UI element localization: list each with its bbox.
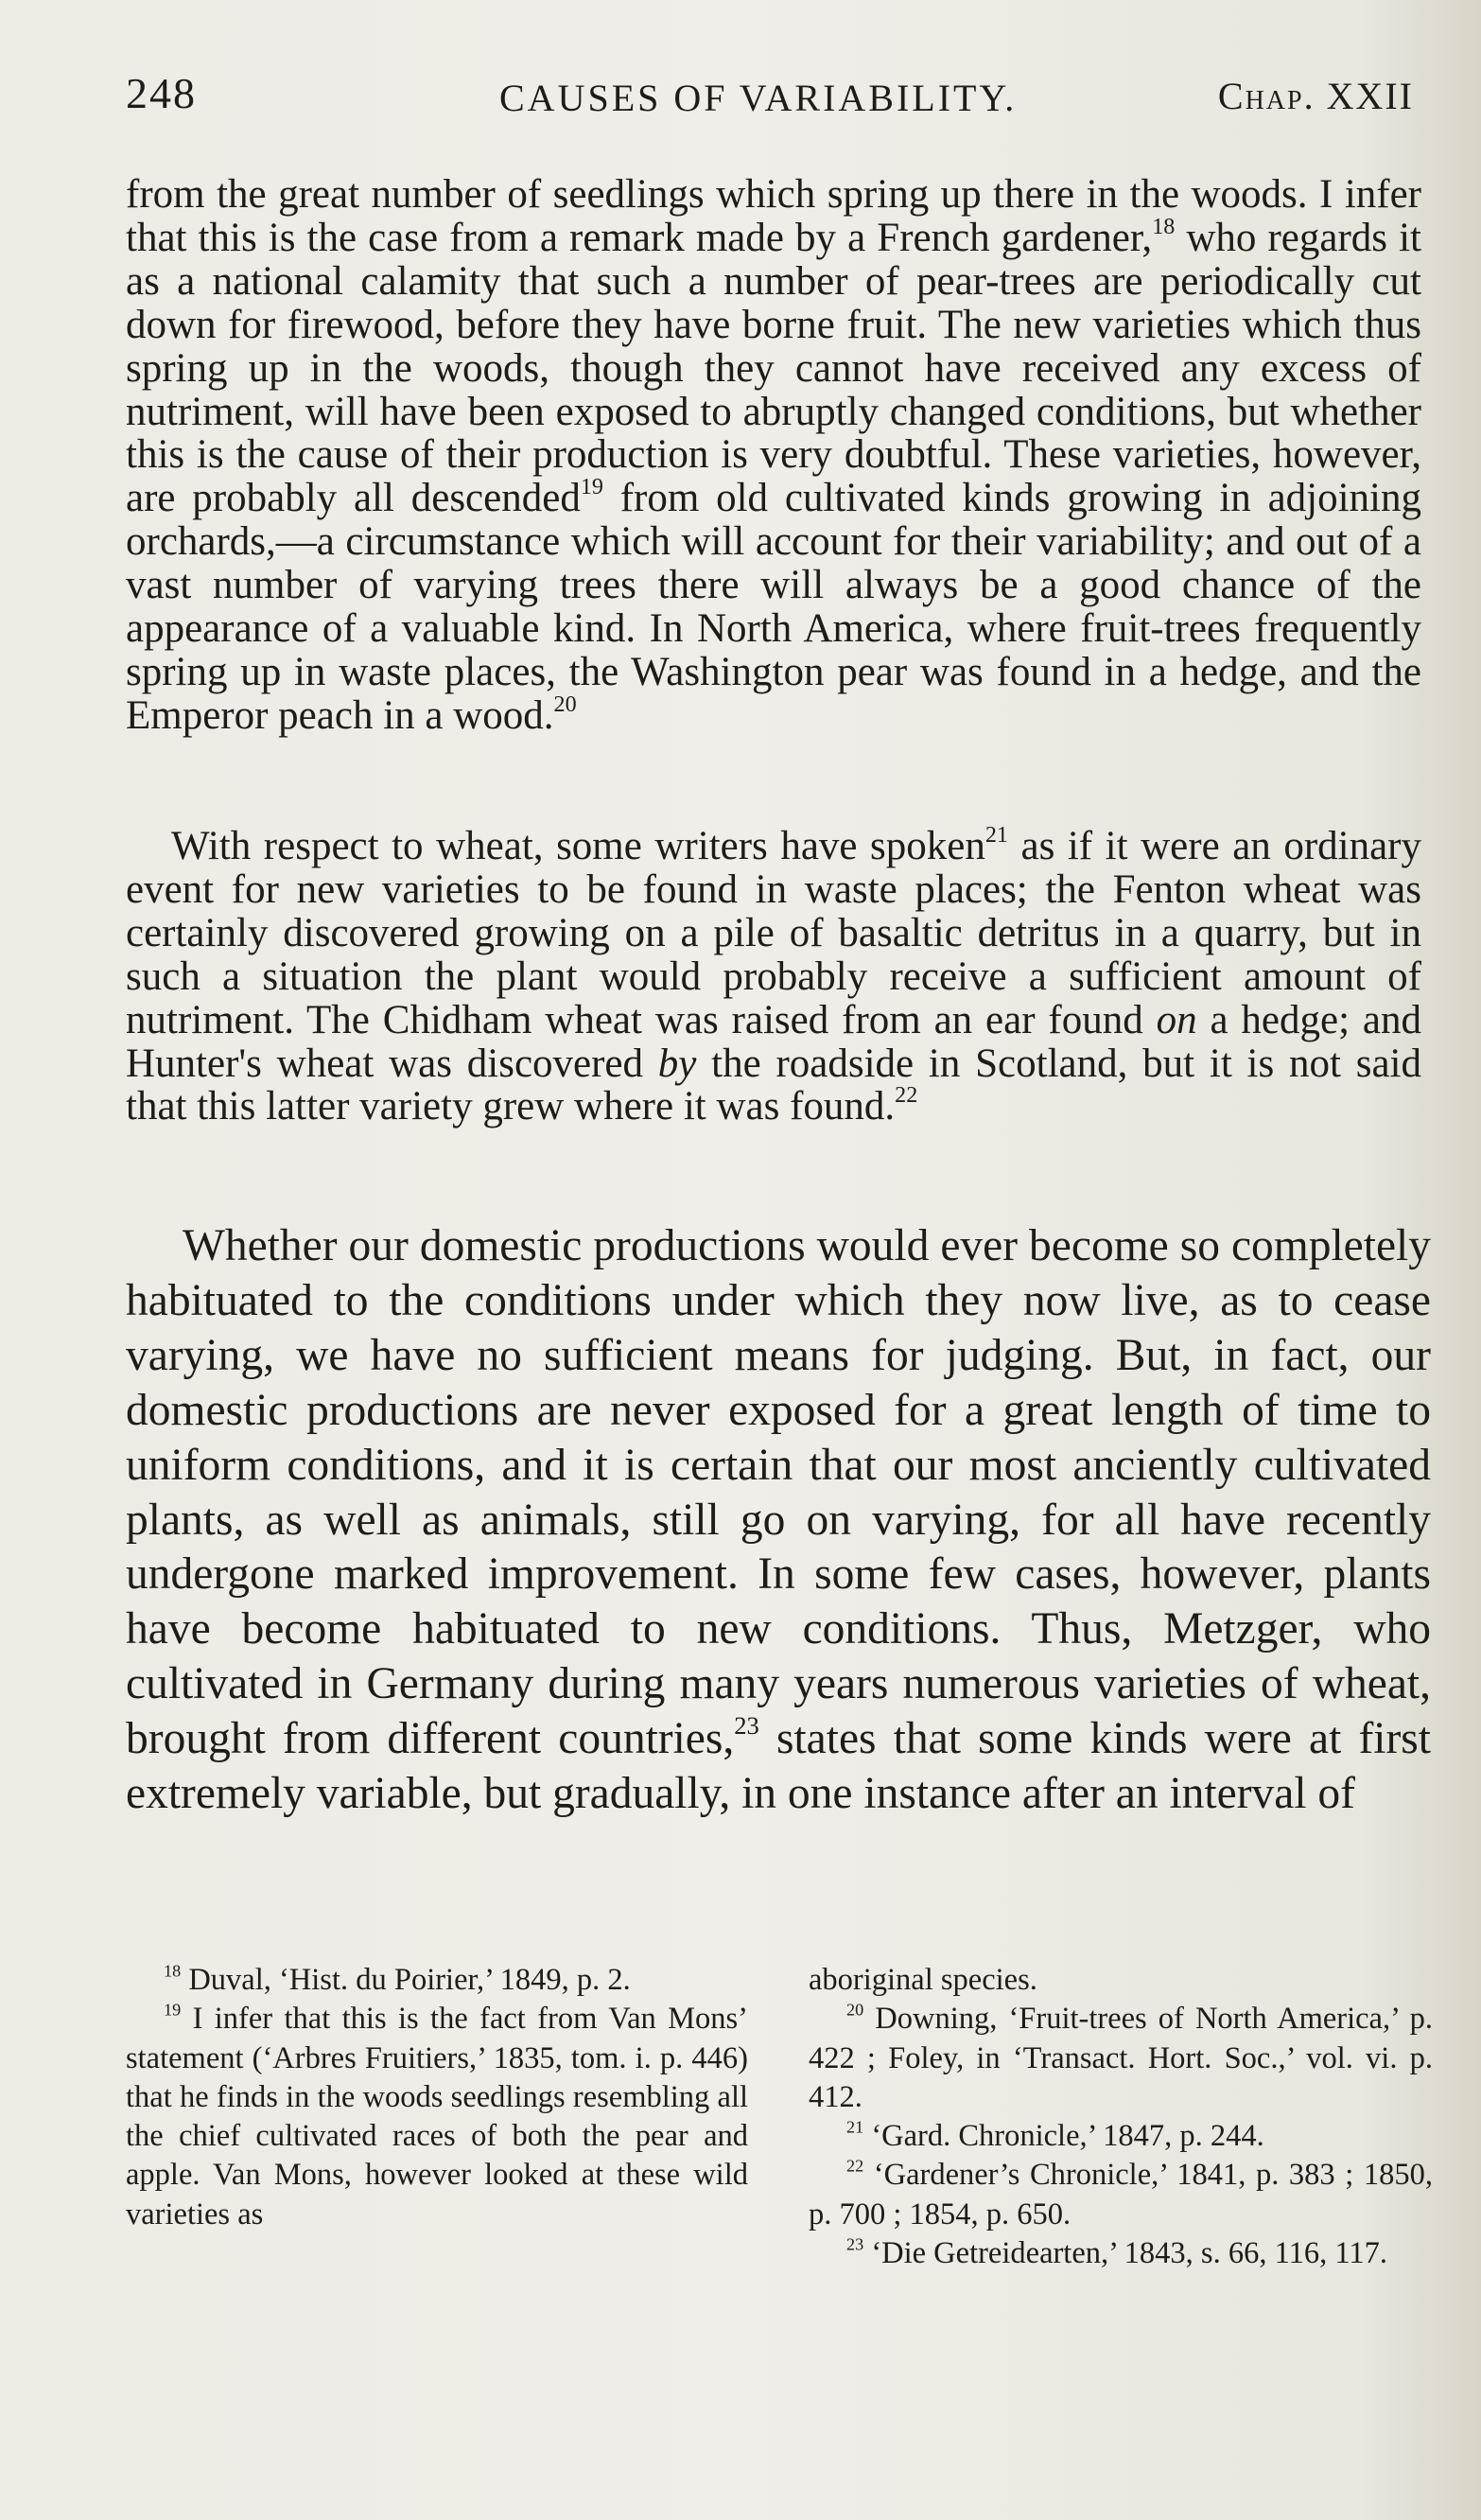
footnote-ref-20[interactable]: 20 [553, 691, 577, 717]
footnote-23 [809, 2234, 1433, 2273]
footnote-ref-22[interactable]: 22 [895, 1083, 918, 1109]
footnote-text: Duval, ‘Hist. du Poirier,’ 1849, p. 2. [181, 1963, 631, 1997]
running-title: CAUSES OF VARIABILITY. [499, 77, 1018, 119]
paragraph-2 [126, 822, 1422, 1129]
footnote-21 [809, 2117, 1433, 2156]
footnote-mark: 19 [164, 2000, 182, 2020]
footnote-text: I infer that this is the fact from Van Mons’ statement (‘Arbres Fruitiers,’ 1835, tom. i. p. 446) that he finds in the woods seedlings resembling all the chief cultivated races of both the pear and apple. Van Mons, however looked at these wild varieties as [126, 2002, 748, 2231]
footnote-18 [126, 1961, 748, 2000]
text-run: a hedge; and Hunter's wheat was discovered [126, 997, 1421, 1086]
footnote-20 [809, 2000, 1433, 2117]
paragraph-3 [126, 1219, 1431, 1822]
text-run: from the great number of seedlings which spring up there in the woods. I infer that this is the case from a remark made by a French gardener, [126, 172, 1421, 260]
footnote-mark: 21 [846, 2117, 864, 2137]
footnote-22 [809, 2156, 1433, 2234]
footnote-19 [126, 2000, 748, 2234]
footnote-text: Downing, ‘Fruit-trees of North America,’ p. 422 ; Foley, in ‘Transact. Hort. Soc.,’ vol. vi. p. 412. [809, 2002, 1433, 2114]
footnote-mark: 23 [846, 2234, 864, 2254]
footnotes-left-column [126, 1961, 748, 2234]
text-run: as if it were an ordinary event for new varieties to be found in waste places; the Fenton wheat was certainly discovered growing on a pile of basaltic detritus in a quarry, but in such a situation the plant would probably receive a sufficient amount of nutriment. The Chidham wheat was raised from an ear found [126, 824, 1422, 1042]
text-run: With respect to wheat, some writers have spoken [171, 824, 985, 868]
text-run: Whether our domestic productions would ever become so completely habituated to the conditions under which they now live, as to cease varying, we have no sufficient means for judging. But, in fact, our domestic productions are never exposed for a great length of time to uniform conditions, and it is certain that our most anciently cultivated plants, as well as animals, still go on varying, for all have recently undergone marked improvement. In some few cases, however, plants have become habituated to new conditions. Thus, Metzger, who cultivated in Germany during many years numerous varieties of wheat, brought from different countries, [126, 1221, 1431, 1764]
text-run: states that some kinds were at first extremely variable, but gradually, in one instance after an interval of [126, 1714, 1431, 1819]
chapter-label: Chap. XXII [1217, 75, 1414, 117]
footnote-19-continued: aboriginal species. [809, 1963, 1037, 1997]
text-run: from old cultivated kinds growing in adjoining orchards,—a circumstance which will account for their variability; and out of a vast number of varying trees there will always be a good chance of the appearance of a valuable kind. In North America, where fruit-trees frequently spring up in waste places, the Washington pear was found in a hedge, and the Emperor peach in a wood. [126, 476, 1421, 738]
italic-word: on [1156, 997, 1197, 1042]
page-number: 248 [126, 69, 197, 117]
footnote-mark: 20 [846, 2000, 864, 2020]
text-run: the roadside in Scotland, but it is not said that this latter variety grew where it was found. [126, 1041, 1421, 1129]
italic-word: by [657, 1041, 697, 1086]
footnote-mark: 22 [846, 2156, 864, 2176]
footnote-ref-21[interactable]: 21 [984, 822, 1008, 848]
paragraph-1 [126, 173, 1421, 738]
footnotes-right-column [809, 1961, 1433, 2273]
text-run: who regards it as a national calamity that such a number of pear-trees are periodically cut down for firewood, before they have borne fruit. The new varieties which thus spring up in the woods, though they cannot have received any excess of nutriment, will have been exposed to abruptly changed conditions, but whether this is the cause of their production is very doubtful. These varieties, however, are probably all descended [126, 215, 1421, 521]
footnote-ref-23[interactable]: 23 [734, 1711, 759, 1741]
running-header [126, 68, 1414, 125]
footnote-mark: 18 [164, 1961, 182, 1981]
footnote-ref-18[interactable]: 18 [1152, 214, 1176, 239]
footnote-ref-19[interactable]: 19 [580, 475, 603, 500]
footnote-text: ‘Gardener’s Chronicle,’ 1841, p. 383 ; 1850, p. 700 ; 1854, p. 650. [809, 2158, 1433, 2231]
footnote-text: ‘Die Getreidearten,’ 1843, s. 66, 116, 117. [863, 2236, 1388, 2271]
footnote-text: ‘Gard. Chronicle,’ 1847, p. 244. [863, 2119, 1264, 2154]
